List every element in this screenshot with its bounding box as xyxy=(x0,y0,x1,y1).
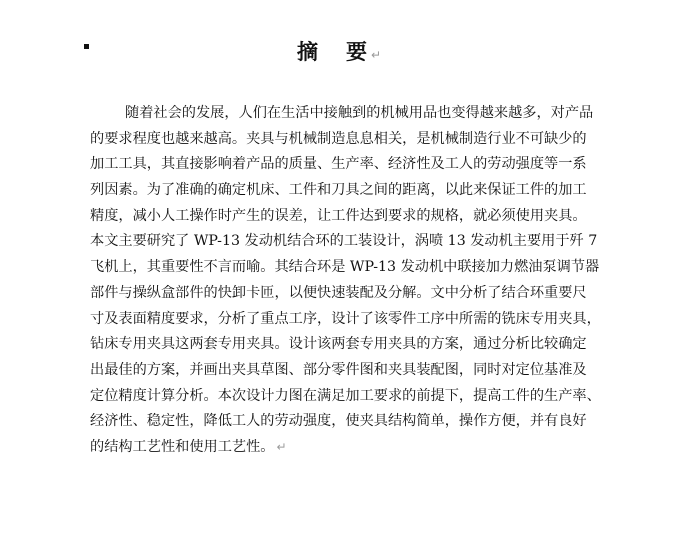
paragraph-mark-icon: ↵ xyxy=(370,48,384,62)
text-line: 定位精度计算分析。本次设计力图在满足加工要求的前提下，提高工件的生产率、 xyxy=(90,387,601,404)
text-line: 飞机上，其重要性不言而喻。其结合环是 WP-13 发动机中联接加力燃油泵调节器 xyxy=(90,259,600,276)
text-line: 随着社会的发展，人们在生活中接触到的机械用品也变得越来越多，对产品 xyxy=(125,105,594,121)
paragraph-mark-icon: ↵ xyxy=(276,439,287,454)
abstract-body xyxy=(90,101,650,461)
text-line: 寸及表面精度要求，分析了重点工序，设计了该零件工序中所需的铣床专用夹具， xyxy=(90,310,601,327)
text-line: 经济性、稳定性，降低工人的劳动强度，使夹具结构简单，操作方便，并有良好 xyxy=(90,413,587,430)
text-line: 出最佳的方案，并画出夹具草图、部分零件图和夹具装配图，同时对定位基准及 xyxy=(90,361,587,378)
text-line-end: 的结构工艺性和使用工艺性。 xyxy=(90,438,275,455)
text-line: 本文主要研究了 WP-13 发动机结合环的工装设计，涡喷 13 发动机主要用于歼 7 xyxy=(90,233,598,250)
title-char-1: 摘 xyxy=(296,40,320,64)
text-line: 钻床专用夹具这两套专用夹具。设计该两套专用夹具的方案，通过分析比较确定 xyxy=(90,336,587,353)
text-line: 加工工具，其直接影响着产品的质量、生产率、经济性及工人的劳动强度等一系 xyxy=(90,156,587,173)
title-char-2: 要 xyxy=(345,40,369,64)
text-line: 列因素。为了准确的确定机床、工件和刀具之间的距离，以此来保证工件的加工 xyxy=(90,182,587,199)
text-line: 部件与操纵盒部件的快卸卡匝，以便快速装配及分解。文中分析了结合环重要尺 xyxy=(90,284,587,301)
text-line-last xyxy=(90,435,650,461)
page-title xyxy=(0,36,680,66)
text-line: 精度，减小人工操作时产生的误差，让工件达到要求的规格，就必须使用夹具。 xyxy=(90,207,587,224)
text-line: 的要求程度也越来越高。夹具与机械制造息息相关，是机械制造行业不可缺少的 xyxy=(90,130,587,147)
